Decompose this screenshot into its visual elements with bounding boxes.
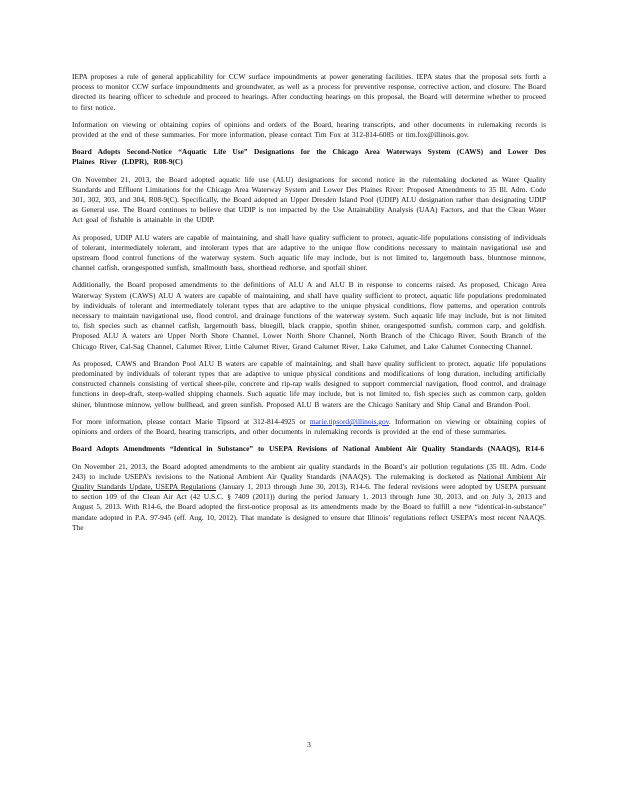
email-link[interactable]: marie.tipsord@illinois.gov	[309, 416, 389, 426]
section-heading-aquatic-life-use: Board Adopts Second-Notice “Aquatic Life Use” Designations for the Chicago Area Waterways System (CAWS) and Lower Des Plaines River (LDPR), R08-9(C)	[72, 147, 546, 167]
paragraph-alu-a-definition: Additionally, the Board proposed amendments to the definitions of ALU A and ALU B in response to concerns raised. As proposed, Chicago Area Waterway System (CAWS) ALU A waters are capable of maintaining, and shall have quality sufficient to protect, aquatic life populations predominated by individuals of tolerant and intermediately tolerant types that are adaptive to the unique physical conditions, flow patterns, and operation controls necessary to maintain navigational use, flood control, and drainage functions of the waterway system. Such aquatic life may include, but is not limited to, fish species such as channel catfish, largemouth bass, bluegill, black crappie, spotfin shiner, orangespotted sunfish, common carp, and goldfish. Proposed ALU A waters are Upper North Shore Channel, Lower North Shore Channel, North Branch of the Chicago River, South Branch of the Chicago River, Cal-Sag Channel, Calumet River, Little Calumet River, Grand Calumet River, Lake Calumet, and Lake Calumet Connecting Channel.	[72, 280, 546, 351]
naaqs-text-before: On November 21, 2013, the Board adopted amendments to the ambient air quality standards in the Board’s air pollution regulations (35 Ill. Adm. Code 243) to include USEPA’s revisions to the National Ambient Air Quality Standards (NAAQS). The rulemaking is docketed as	[72, 461, 546, 481]
paragraph-tipsord-contact	[72, 417, 546, 437]
paragraph-contact-info: Information on viewing or obtaining copies of opinions and orders of the Board, hearing transcripts, and other documents in rulemaking records is provided at the end of these summaries. For more information, please contact Tim Fox at 312-814-6085 or tim.fox@illinois.gov.	[72, 119, 546, 140]
paragraph-alu-b-definition: As proposed, CAWS and Brandon Pool ALU B waters are capable of maintaining, and shall have quality sufficient to protect, aquatic life populations predominated by individuals of tolerant types that are adaptive to unique physical conditions and modifications of long duration, including artificially constructed channels consisting of vertical sheet-pile, concrete and rip-rap walls designed to support commercial navigation, flood control, and drainage functions in deep-draft, steep-walled shipping channels. Such aquatic life may include, but is not limited to, fish species such as common carp, golden shiner, bluntnose minnow, yellow bullhead, and green sunfish. Proposed ALU B waters are the Chicago Sanitary and Ship Canal and Brandon Pool.	[72, 358, 546, 409]
paragraph-ccw-proposal: IEPA proposes a rule of general applicability for CCW surface impoundments at power generating facilities. IEPA states that the proposal sets forth a process to monitor CCW surface impoundments and groundwater, as well as a process for preventive response, corrective action, and closure. The Board directed its hearing officer to schedule and proceed to hearings. After conducting hearings on this proposal, the Board will determine whether to proceed to first notice.	[72, 72, 546, 112]
paragraph-naaqs-adoption	[72, 462, 546, 533]
docket-title: National Ambient Air Quality Standards Update, USEPA Regulations	[72, 471, 546, 491]
page-number: 3	[307, 740, 311, 749]
contact-text-before: For more information, please contact Marie Tipsord at 312-814-4925 or	[72, 416, 306, 426]
naaqs-text-after: (January 1, 2013 through June 30, 2013), R14-6. The federal revisions were adopted by USEPA pursuant to section 109 of the Clean Air Act (42 U.S.C. § 7409 (2011)) during the period January 1, 2013 through June 30, 2013, and on July 3, 2013 and August 5, 2013. With R14-6, the Board adopted the first-notice proposal as its amendments made by the Board to fulfill a new “identical-in-substance” mandate adopted in P.A. 97-945 (eff. Aug. 10, 2012). That mandate is designed to ensure that Illinois’ regulations reflect USEPA’s most recent NAAQS. The	[72, 481, 547, 532]
contact-text-after: . Information on viewing or obtaining copies of opinions and orders of the Board, hearing transcripts, and other documents in rulemaking records is provided at the end of these summaries.	[72, 416, 546, 437]
paragraph-udip-alu: As proposed, UDIP ALU waters are capable of maintaining, and shall have quality sufficient to protect, aquatic-life populations consisting of individuals of tolerant, intermediately tolerant, and intolerant types that are adaptive to the unique flow conditions necessary to maintain navigational use and upstream flood control functions of the waterway system. Such aquatic life may include, but is not limited to, largemouth bass, bluntnose minnow, channel catfish, orangespotted sunfish, smallmouth bass, shorthead redhorse, and spotfail shiner.	[72, 232, 546, 273]
paragraph-alu-adoption: On November 21, 2013, the Board adopted aquatic life use (ALU) designations for second notice in the rulemaking docketed as Water Quality Standards and Effluent Limitations for the Chicago Area Waterway System and Lower Des Plaines River: Proposed Amendments to 35 Ill. Adm. Code 301, 302, 303, and 304, R08-9(C). Specifically, the Board adopted an Upper Dresden Island Pool (UDIP) ALU designation rather than designating UDIP as General use. The Board continues to believe that UDIP is not impacted by the Use Attainability Analysis (UAA) Factors, and that the Clean Water Act goal of fishable is attainable in the UDIP.	[72, 174, 546, 225]
section-heading-naaqs: Board Adopts Amendments “Identical in Substance” to USEPA Revisions of National Ambient Air Quality Standards (NAAQS), R14-6	[72, 444, 545, 454]
